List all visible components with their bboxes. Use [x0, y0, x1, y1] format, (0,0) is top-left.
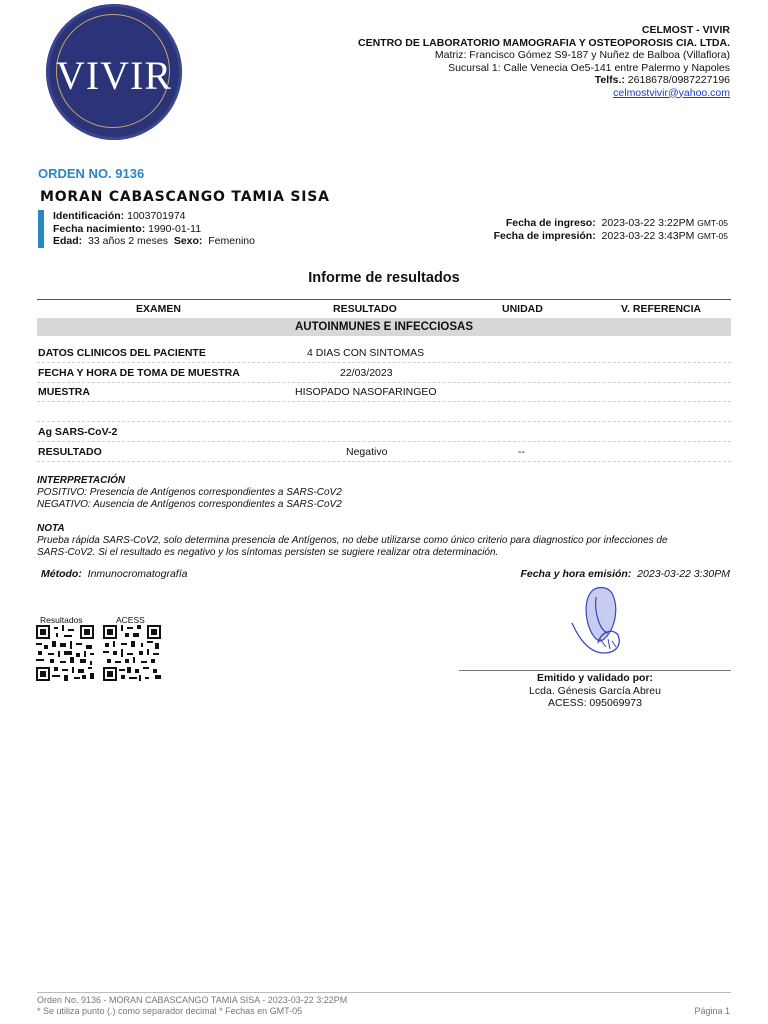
patient-info — [53, 210, 255, 248]
footer-order-info: Orden No. 9136 - MORAN CABASCANGO TAMIA SISA - 2023-03-22 3:22PM — [37, 995, 348, 1005]
lab-header — [358, 24, 730, 99]
phones-label: Telfs.: — [594, 74, 625, 86]
results-table-header — [37, 299, 731, 318]
note-title: NOTA — [37, 523, 65, 534]
header-examen: EXAMEN — [136, 303, 181, 315]
sex-label: Sexo: — [173, 235, 203, 248]
qr-label-acess: ACESS — [116, 615, 145, 625]
lab-sucursal-address: Sucursal 1: Calle Venecia Oe5-141 entre Palermo y Napoles — [448, 61, 730, 74]
signature-line — [459, 670, 731, 671]
table-row — [37, 422, 731, 442]
interpretation-block — [37, 475, 342, 511]
header-resultado: RESULTADO — [333, 303, 397, 315]
patient-accent-bar — [38, 210, 44, 248]
header-referencia: V. REFERENCIA — [621, 303, 702, 315]
row-value: 4 DIAS CON SINTOMAS — [307, 347, 425, 359]
impresion-value: 2023-03-22 3:43PM — [601, 229, 695, 242]
order-number: ORDEN NO. 9136 — [38, 166, 145, 181]
ingreso-label: Fecha de ingreso: — [505, 217, 596, 229]
lab-company-name: CENTRO DE LABORATORIO MAMOGRAFIA Y OSTEOPOROSIS CIA. LTDA. — [358, 36, 730, 49]
note-line-2: SARS-CoV2. Si el resultado es negativo y los síntomas persisten se sugiere realizar otra determinación. — [37, 547, 499, 558]
ingreso-value: 2023-03-22 3:22PM — [601, 217, 695, 229]
id-value: 1003701974 — [127, 210, 186, 222]
lab-logo — [46, 4, 182, 140]
logo-text: VIVIR — [55, 53, 173, 98]
signature-stamp — [560, 583, 640, 673]
section-title: AUTOINMUNES E INFECCIOSAS — [37, 318, 731, 336]
table-row — [37, 442, 731, 462]
emission-date — [520, 568, 730, 580]
report-title: Informe de resultados — [308, 270, 460, 286]
patient-name: MORAN CABASCANGO TAMIA SISA — [40, 189, 330, 205]
method-value: Inmunocromatografía — [87, 568, 188, 580]
interpretation-title: INTERPRETACIÓN — [37, 475, 126, 486]
lab-short-name: CELMOST - VIVIR — [641, 24, 730, 36]
row-label: FECHA Y HORA DE TOMA DE MUESTRA — [38, 367, 240, 379]
signature-title: Emitido y validado por: — [536, 672, 654, 684]
signature-block — [459, 672, 731, 710]
sex-value: Femenino — [208, 235, 255, 248]
ingreso-gmt: GMT-05 — [697, 218, 728, 228]
birth-value: 1990-01-11 — [148, 222, 202, 235]
emission-value: 2023-03-22 3:30PM — [637, 568, 730, 580]
footer-divider — [37, 992, 731, 993]
lab-phones — [358, 74, 730, 87]
header-unidad: UNIDAD — [502, 303, 543, 315]
lab-matriz-address: Matriz: Francisco Gómez S9-187 y Nuñez de Balboa (Villaflora) — [434, 49, 730, 61]
row-value: Negativo — [346, 446, 388, 458]
birth-label: Fecha nacimiento: — [53, 222, 146, 235]
age-label: Edad: — [53, 235, 83, 248]
table-row — [37, 382, 731, 402]
note-block — [37, 523, 731, 559]
qr-code-results[interactable] — [36, 625, 94, 681]
table-row — [37, 343, 731, 363]
interpretation-negative: NEGATIVO: Ausencia de Antígenos correspondientes a SARS-CoV2 — [37, 499, 342, 510]
impresion-gmt: GMT-05 — [697, 230, 728, 241]
report-dates — [494, 217, 728, 242]
table-row-empty — [37, 402, 731, 422]
row-label: RESULTADO — [38, 446, 102, 458]
emission-label: Fecha y hora emisión: — [520, 568, 632, 580]
note-line-1: Prueba rápida SARS-CoV2, solo determina presencia de Antígenos, no debe utilizarse como único criterio para diagnostico por infecciones de — [37, 535, 668, 546]
phones-value: 2618678/0987227196 — [624, 74, 730, 86]
footer-note: * Se utiliza punto (.) como separador decimal * Fechas en GMT-05 — [37, 1006, 303, 1016]
page-number: Página 1 — [694, 1006, 730, 1016]
row-label: DATOS CLINICOS DEL PACIENTE — [38, 347, 206, 359]
row-value: 22/03/2023 — [340, 367, 393, 379]
interpretation-positive: POSITIVO: Presencia de Antígenos correspondientes a SARS-CoV2 — [37, 487, 342, 498]
table-row — [37, 363, 731, 383]
impresion-label: Fecha de impresión: — [493, 229, 596, 242]
row-label: MUESTRA — [38, 386, 90, 398]
row-label: Ag SARS-CoV-2 — [38, 426, 118, 438]
method-label: Método: — [41, 568, 82, 580]
qr-code-acess[interactable] — [103, 625, 161, 681]
lab-email-link[interactable]: celmostvivir@yahoo.com — [613, 86, 730, 99]
qr-label-results: Resultados — [40, 615, 83, 625]
signer-name: Lcda. Génesis García Abreu — [529, 684, 661, 697]
footer-left — [37, 995, 347, 1017]
age-value: 33 años 2 meses — [88, 235, 168, 248]
signer-acess: ACESS: 095069973 — [548, 697, 642, 709]
method — [41, 568, 187, 580]
row-value: HISOPADO NASOFARINGEO — [295, 386, 437, 398]
row-unit: -- — [518, 446, 525, 458]
id-label: Identificación: — [53, 210, 125, 222]
